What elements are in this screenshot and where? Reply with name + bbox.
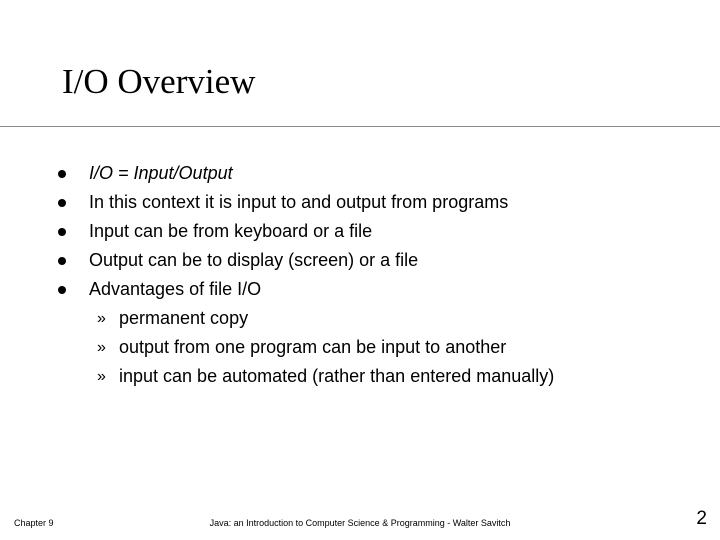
bullet-text: Advantages of file I/O (89, 279, 262, 299)
bullet-item (0, 246, 720, 275)
sub-bullet-marker-icon: » (97, 339, 106, 356)
bullet-dot-icon (58, 286, 66, 294)
bullet-text: Input can be from keyboard or a file (89, 221, 373, 241)
sub-bullet-marker-icon: » (97, 310, 106, 327)
bullet-list (0, 159, 720, 391)
sub-bullet-item (0, 333, 720, 362)
sub-bullet-text: output from one program can be input to another (119, 337, 507, 357)
bullet-dot-icon (58, 199, 66, 207)
bullet-item (0, 217, 720, 246)
title-divider (0, 126, 720, 127)
bullet-item (0, 159, 720, 188)
sub-bullet-item (0, 362, 720, 391)
footer-source: Java: an Introduction to Computer Science & Programming - Walter Savitch (209, 518, 511, 528)
page-number: 2 (696, 508, 707, 529)
sub-bullet-item (0, 304, 720, 333)
bullet-item (0, 188, 720, 217)
bullet-text: Output can be to display (screen) or a file (89, 250, 419, 270)
bullet-text: I/O = Input/Output (89, 163, 233, 183)
footer-chapter: Chapter 9 (14, 518, 54, 528)
bullet-dot-icon (58, 257, 66, 265)
slide-title: I/O Overview (62, 62, 256, 101)
sub-bullet-text: input can be automated (rather than entered manually) (119, 366, 555, 386)
bullet-dot-icon (58, 228, 66, 236)
sub-bullet-text: permanent copy (119, 308, 249, 328)
bullet-item (0, 275, 720, 304)
bullet-dot-icon (58, 170, 66, 178)
sub-bullet-marker-icon: » (97, 368, 106, 385)
bullet-text: In this context it is input to and output from programs (89, 192, 509, 212)
